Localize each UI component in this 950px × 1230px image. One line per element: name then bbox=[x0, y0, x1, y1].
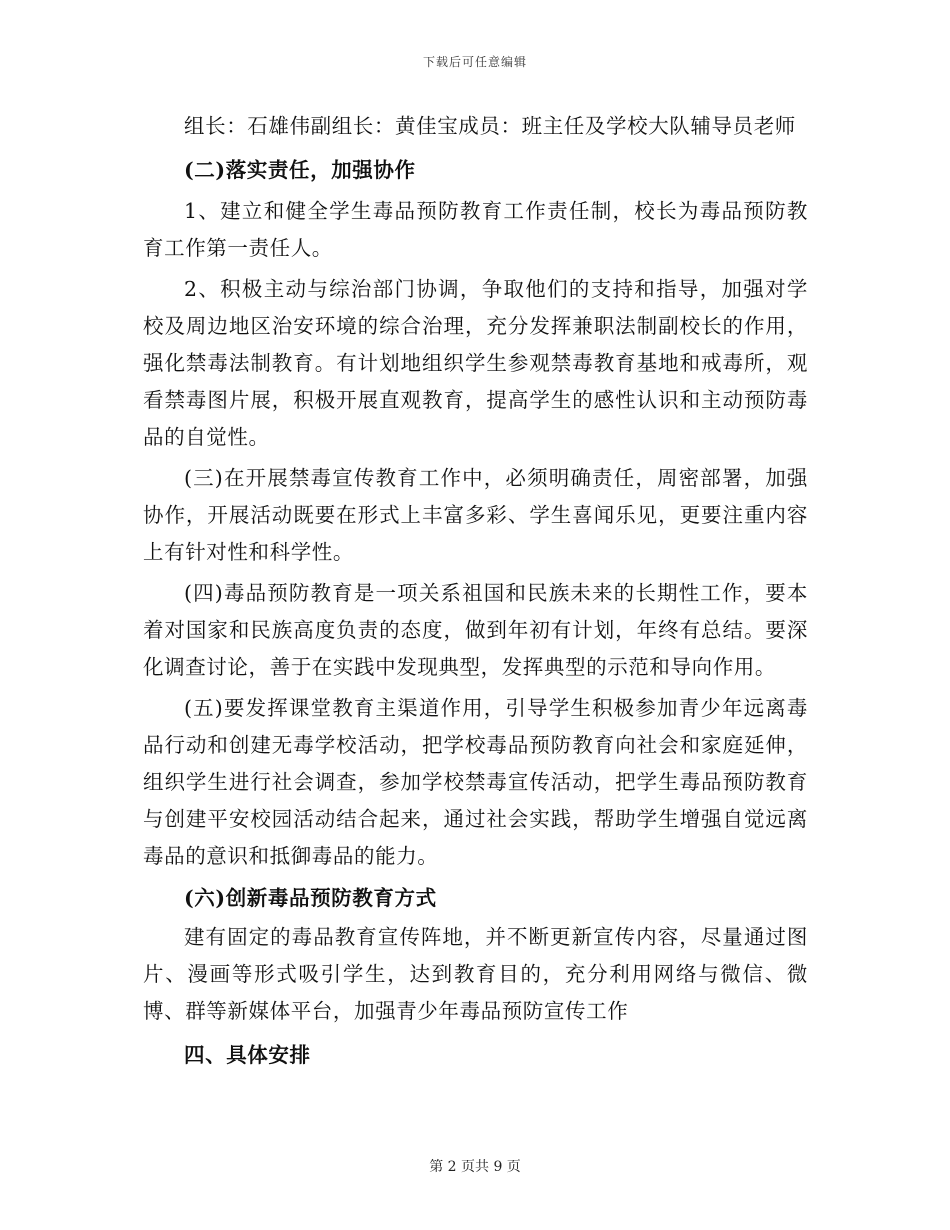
heading-innovate-methods: (六)创新毒品预防教育方式 bbox=[184, 886, 437, 910]
heading-implement-responsibility: (二)落实责任，加强协作 bbox=[184, 158, 416, 182]
paragraph-section-six: 建有固定的毒品教育宣传阵地，并不断更新宣传内容，尽量通过图片、漫画等形式吸引学生，达到教育目的，充分利用网络与微信、微博、群等新媒体平台，加强青少年毒品预防宣传工作 bbox=[143, 925, 808, 1023]
paragraph-leadership-group: 组长：石雄伟副组长：黄佳宝成员：班主任及学校大队辅导员老师 bbox=[184, 114, 796, 138]
paragraph-section-five: (五)要发挥课堂教育主渠道作用，引导学生积极参加青少年远离毒品行动和创建无毒学校活动，把学校毒品预防教育向社会和家庭延伸，组织学生进行社会调查，参加学校禁毒宣传活动，把学生毒品预防教育与创建平安校园活动结合起来，通过社会实践，帮助学生增强自觉远离毒品的意识和抵御毒品的能力。 bbox=[143, 696, 808, 868]
paragraph-item-2: 2、积极主动与综治部门协调，争取他们的支持和指导，加强对学校及周边地区治安环境的综合治理，充分发挥兼职法制副校长的作用，强化禁毒法制教育。有计划地组织学生参观禁毒教育基地和戒毒所，观看禁毒图片展，积极开展直观教育，提高学生的感性认识和主动预防毒品的自觉性。 bbox=[143, 277, 808, 449]
document-body bbox=[143, 108, 808, 1074]
page-number-footer: 第 2 页共 9 页 bbox=[429, 1159, 521, 1175]
heading-specific-arrangements: 四、具体安排 bbox=[184, 1043, 311, 1067]
paragraph-item-1: 1、建立和健全学生毒品预防教育工作责任制，校长为毒品预防教育工作第一责任人。 bbox=[143, 199, 808, 260]
paragraph-section-four: (四)毒品预防教育是一项关系祖国和民族未来的长期性工作，要本着对国家和民族高度负责的态度，做到年初有计划，年终有总结。要深化调查讨论，善于在实践中发现典型，发挥典型的示范和导向作用。 bbox=[143, 581, 808, 679]
page-header-note: 下载后可任意编辑 bbox=[422, 55, 527, 69]
paragraph-section-three: (三)在开展禁毒宣传教育工作中，必须明确责任，周密部署，加强协作，开展活动既要在形式上丰富多彩、学生喜闻乐见，更要注重内容上有针对性和科学性。 bbox=[143, 466, 808, 564]
